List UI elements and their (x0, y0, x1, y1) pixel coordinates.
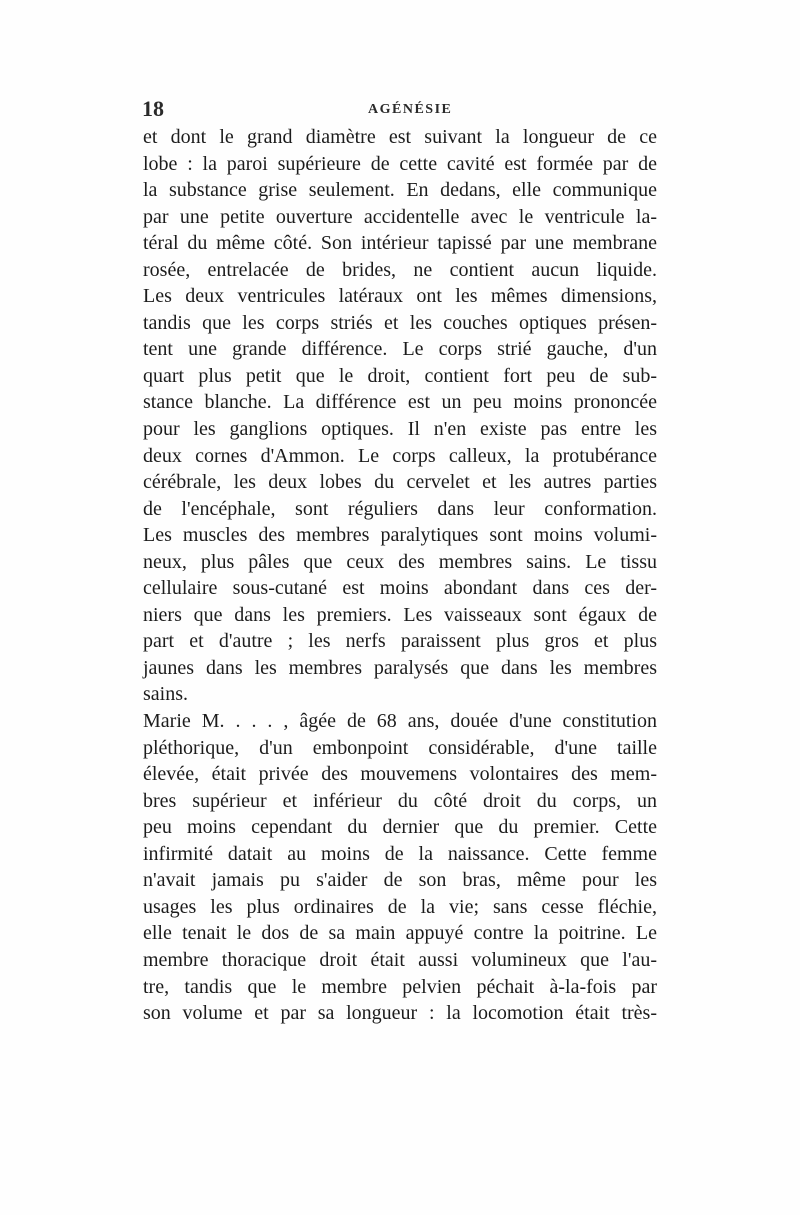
text-line: par une petite ouverture accidentelle avec le ventricule la- (143, 205, 657, 228)
text-line: elle tenait le dos de sa main appuyé contre la poitrine. Le (143, 922, 657, 945)
text-line: élevée, était privée des mouvemens volontaires des mem- (143, 763, 657, 786)
text-line: rosée, entrelacée de brides, ne contient aucun liquide. (143, 258, 657, 281)
text-line: tent une grande différence. Le corps strié gauche, d'un (143, 338, 657, 361)
text-line: la substance grise seulement. En dedans, elle communique (143, 179, 657, 202)
text-line: stance blanche. La différence est un peu moins prononcée (143, 391, 657, 414)
page-number: 18 (142, 96, 164, 121)
text-line: tre, tandis que le membre pelvien péchait à-la-fois par (143, 975, 657, 998)
text-line: Marie M. . . . , âgée de 68 ans, douée d'une constitution (143, 710, 657, 733)
page-header (140, 96, 660, 122)
text-line: son volume et par sa longueur : la locomotion était très- (143, 1002, 657, 1025)
text-line: niers que dans les premiers. Les vaisseaux sont égaux de (143, 603, 657, 626)
text-line: tandis que les corps striés et les couches optiques présen- (143, 311, 657, 334)
text-line: part et d'autre ; les nerfs paraissent plus gros et plus (143, 630, 657, 653)
paragraph-case-history (143, 708, 657, 1027)
text-line: lobe : la paroi supérieure de cette cavité est formée par de (143, 152, 657, 175)
text-line: infirmité datait au moins de la naissance. Cette femme (143, 842, 657, 865)
text-line: quart plus petit que le droit, contient fort peu de sub- (143, 364, 657, 387)
text-line: Les muscles des membres paralytiques sont moins volumi- (143, 524, 657, 547)
text-line: peu moins cependant du dernier que du premier. Cette (143, 816, 657, 839)
paragraph-autopsy (143, 124, 657, 708)
text-line: sains. (143, 683, 188, 706)
text-line: bres supérieur et inférieur du côté droit du corps, un (143, 789, 657, 812)
text-line: téral du même côté. Son intérieur tapissé par une membrane (143, 232, 657, 255)
text-line: de l'encéphale, sont réguliers dans leur conformation. (143, 497, 657, 520)
text-line: pour les ganglions optiques. Il n'en existe pas entre les (143, 418, 657, 441)
text-line: pléthorique, d'un embonpoint considérable, d'une taille (143, 736, 657, 759)
text-line: cellulaire sous-cutané est moins abondant dans ces der- (143, 577, 657, 600)
text-line: cérébrale, les deux lobes du cervelet et les autres parties (143, 471, 657, 494)
body-text (143, 124, 657, 1027)
text-line: Les deux ventricules latéraux ont les mêmes dimensions, (143, 285, 657, 308)
running-head: AGÉNÉSIE (368, 102, 453, 117)
text-line: et dont le grand diamètre est suivant la longueur de ce (143, 126, 657, 148)
text-line: usages les plus ordinaires de la vie; sans cesse fléchie, (143, 895, 657, 918)
text-line: n'avait jamais pu s'aider de son bras, même pour les (143, 869, 657, 892)
text-line: jaunes dans les membres paralysés que dans les membres (143, 656, 657, 679)
text-line: membre thoracique droit était aussi volumineux que l'au- (143, 948, 657, 971)
text-line: deux cornes d'Ammon. Le corps calleux, la protubérance (143, 444, 657, 467)
text-line: neux, plus pâles que ceux des membres sains. Le tissu (143, 550, 657, 573)
